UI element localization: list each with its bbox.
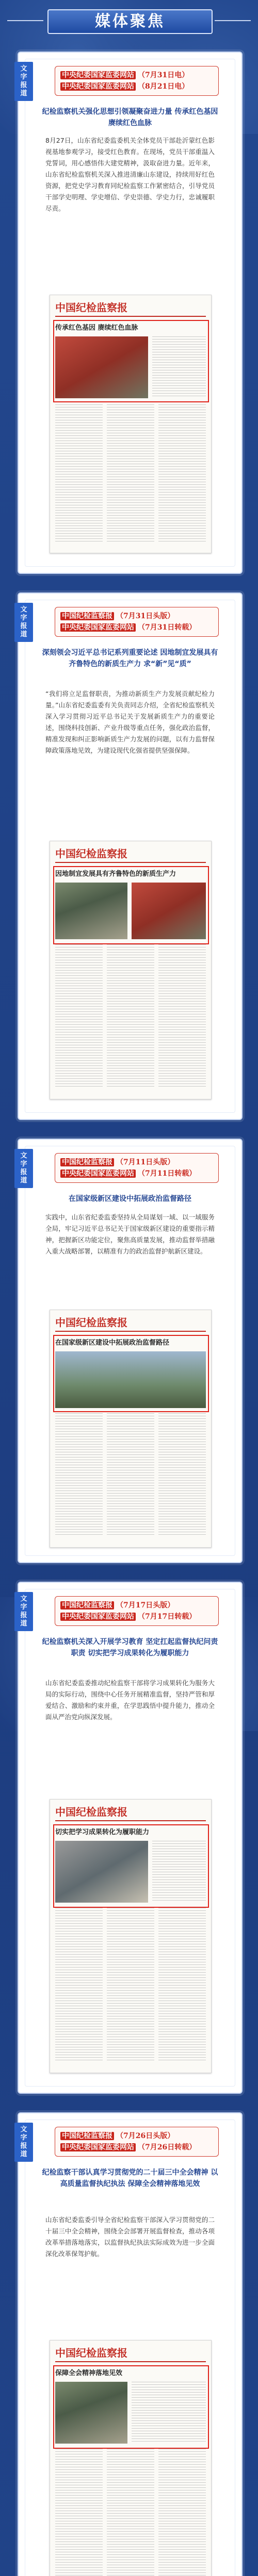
text-column (55, 1908, 103, 2062)
text-column (107, 404, 154, 544)
newspaper-headline: 传承红色基因 赓续红色血脉 (55, 324, 138, 332)
newspaper-headline: 在国家级新区建设中拓展政治监督路径 (55, 1339, 170, 1347)
source-box (55, 607, 219, 637)
section-tag: 文 字 报 道 (14, 1592, 33, 1631)
text-column (55, 2449, 103, 2576)
article-body: 实践中，山东省纪委监委坚持从全局谋划一域、以一域服务全局，牢记习近平总书记关于国家级新区建设的重要指示精神，把握新区功能定位，聚焦高质量发展，推动监督举措融入重大战略部署，以精准有力的政治监督护航新区建设。 (45, 1213, 215, 1255)
header-divider-right (215, 20, 251, 21)
newspaper-headline: 因地制宜发展具有齐鲁特色的新质生产力 (55, 870, 176, 878)
newspaper-masthead: 中国纪检监察报 (55, 301, 127, 314)
article-headline: 在国家级新区建设中拓展政治监督路径 (69, 1195, 191, 1203)
source-line-2: 中央纪委国家监委网站 （7月11日转载） (60, 1168, 213, 1179)
report-card-4 (18, 1582, 243, 2094)
article-body: 8月27日，山东省纪委监委机关全体党员干部赴沂蒙红色影视基地参观学习，接受红色教育。在现场，党员干部重温入党誓词，用心感悟伟大建党精神，汲取奋进力量。近年来，山东省纪检监察机关深入推进清廉山东建设，持续用好红色资源，把党史学习教育同纪检监察工作紧密结合，引导党员干部学史明理、学史增信、学史崇德、学史力行，忠诚履职尽责。 (45, 137, 215, 212)
source-line-1: 中国纪检监察报 （7月31日头版） (60, 611, 213, 622)
text-column (158, 404, 206, 544)
newspaper-clipping[interactable] (50, 295, 212, 553)
report-card-3 (18, 1139, 243, 1563)
source-line-1: 中国纪检监察报 （7月17日头版） (60, 1600, 213, 1611)
section-tag: 文 字 报 道 (14, 1149, 33, 1188)
report-card-1 (18, 52, 243, 574)
text-column (158, 2449, 206, 2576)
article-body: 山东省纪委监委推动纪检监察干部将学习成果转化为服务大局的实际行动，围绕中心任务开展精准监督，坚持严管和厚爱结合、激励和约束并重，在学思践悟中提升能力，推动全面从严治党向纵深发展。 (45, 1679, 215, 1721)
source-line-2: 中央纪委国家监委网站 （7月31日转载） (60, 622, 213, 633)
source-box (55, 1153, 219, 1183)
section-tag: 文 字 报 道 (14, 62, 33, 101)
report-card-5 (18, 2112, 243, 2576)
header-divider-left (7, 20, 43, 21)
page-title: 媒体聚焦 (47, 9, 213, 34)
section-tag: 文 字 报 道 (14, 2123, 33, 2162)
article-headline: 纪检监察机关强化思想引领凝聚奋进力量 传承红色基因 赓续红色血脉 (42, 108, 218, 127)
rule-line (55, 1820, 206, 1821)
source-line-1: 中国纪检监察报 （7月11日头版） (60, 1157, 213, 1168)
highlight-frame (53, 320, 209, 402)
newspaper-masthead: 中国纪检监察报 (55, 1806, 127, 1818)
text-column (55, 944, 103, 1089)
text-column (158, 944, 206, 1089)
section-tag: 文 字 报 道 (14, 603, 33, 642)
rule-line (55, 2361, 206, 2362)
highlight-frame (53, 866, 209, 944)
newspaper-clipping[interactable] (50, 1310, 212, 1548)
newspaper-masthead: 中国纪检监察报 (55, 1316, 127, 1329)
source-line-2: 中央纪委国家监委网站 （8月21日电） (60, 81, 213, 92)
newspaper-clipping[interactable] (50, 2340, 212, 2576)
article-headline: 纪检监察干部认真学习贯彻党的二十届三中全会精神 以高质量监督执纪执法 保障全会精神落地见效 (42, 2168, 218, 2188)
article-body: “我们将立足监督职责，为推动新质生产力发展贡献纪检力量。”山东省纪委监委有关负责同志介绍，全省纪检监察机关深入学习贯彻习近平总书记关于发展新质生产力的重要论述，围绕科技创新、产业升级等重点任务，强化政治监督，精准发现和纠正影响新质生产力发展的问题，以有力监督保障政策落地见效，为建设现代化强省提供坚强保障。 (45, 690, 215, 754)
article-headline: 纪检监察机关深入开展学习教育 坚定扛起监督执纪问责职责 切实把学习成果转化为履职能力 (42, 1638, 218, 1657)
source-line-2: 中央纪委国家监委网站 （7月26日转载） (60, 2142, 213, 2153)
highlight-frame (53, 1335, 209, 1412)
text-column (107, 944, 154, 1089)
newspaper-clipping[interactable] (50, 841, 212, 1099)
text-column (55, 404, 103, 544)
source-line-2: 中央纪委国家监委网站 （7月17日转载） (60, 1611, 213, 1622)
header (0, 0, 258, 43)
source-box (55, 1596, 219, 1626)
rule-line (55, 1331, 206, 1332)
newspaper-headline: 切实把学习成果转化为履职能力 (55, 1828, 150, 1836)
text-column (158, 1908, 206, 2062)
newspaper-masthead: 中国纪检监察报 (55, 2347, 127, 2359)
highlight-frame (53, 1824, 209, 1908)
highlight-frame (53, 2365, 209, 2449)
newspaper-clipping[interactable] (50, 1799, 212, 2073)
source-line-1: 中国纪检监察报 （7月26日头版） (60, 2130, 213, 2142)
text-column (55, 1413, 103, 1537)
rule-line (55, 316, 206, 317)
newspaper-masthead: 中国纪检监察报 (55, 848, 127, 860)
text-column (107, 2449, 154, 2576)
text-column (158, 1413, 206, 1537)
article-headline: 深刻领会习近平总书记系列重要论述 因地制宜发展具有齐鲁特色的新质生产力 求“新”见“质” (42, 649, 218, 668)
source-box (55, 2127, 219, 2157)
text-column (107, 1908, 154, 2062)
source-box (55, 66, 219, 96)
source-line-1: 中央纪委国家监委网站 （7月31日电） (60, 70, 213, 81)
report-card-2 (18, 592, 243, 1120)
newspaper-headline: 保障全会精神落地见效 (55, 2369, 123, 2377)
article-body: 山东省纪委监委引导全省纪检监察干部深入学习贯彻党的二十届三中全会精神，围绕全会部署开展监督检查，推动各项改革举措落地落实，以监督执纪执法实际成效为进一步全面深化改革保驾护航。 (45, 2216, 215, 2258)
text-column (107, 1413, 154, 1537)
rule-line (55, 862, 206, 863)
